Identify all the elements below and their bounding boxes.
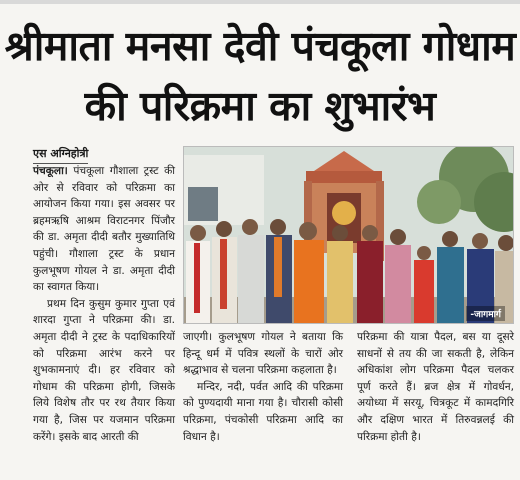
paragraph-5: परिक्रमा की यात्रा पैदल, बस या दूसरे साधनों से तय की जा सकती है, लेकिन अधिकांश लोग परिक्रमा पैदल चलकर पूर्ण करते हैं। ब्रज क्षेत्र में गोवर्धन, अयोध्या में सरयू, चित्रकूट में कामदगिरि और दक्षिण भारत में तिरुवन्नलई की परिक्रमा होती है। <box>357 331 514 443</box>
page-top-strip <box>0 0 520 4</box>
event-photo-illustration <box>184 147 514 324</box>
paragraph-3: जाएगी। कुलभूषण गोयल ने बताया कि हिन्दू धर्म में पवित्र स्थलों के चारों ओर श्रद्धाभाव से चलना परिक्रमा कहलाता है। <box>183 331 343 377</box>
paragraph-4: मन्दिर, नदी, पर्वत आदि की परिक्रमा को पुण्यदायी माना गया है। चौरासी कोसी परिक्रमा, पंचकोसी परिक्रमा आदि का विधान है। <box>183 380 343 443</box>
event-photo <box>183 146 514 324</box>
article-column-1 <box>33 163 175 445</box>
dateline: पंचकूला। <box>33 165 68 177</box>
photo-credit: -जागमार्ग <box>466 306 505 321</box>
paragraph-1 <box>33 163 175 296</box>
headline-line-1: श्रीमाता मनसा देवी पंचकूला गोधाम <box>4 22 516 70</box>
headline-line-2: की परिक्रमा का शुभारंभ <box>84 82 436 130</box>
article-column-2 <box>183 329 343 445</box>
byline: एस अग्निहोत्री <box>33 146 88 164</box>
paragraph-1-text: पंचकूला गौशाला ट्रस्ट की ओर से रविवार को परिक्रमा का आयोजन किया गया। इस अवसर पर ब्रहमऋषि आश्रम विराटनगर पिंजौर की डा. अमृता दीदी बतौर मुख्यातिथि पहुंची। गौशाला ट्रस्ट के प्रधान कुलभूषण गोयल ने डा. अमृता दीदी का स्वागत किया। <box>33 165 175 294</box>
paragraph-2: प्रथम दिन कुसुम कुमार गुप्ता एवं शारदा गुप्ता ने परिक्रमा की। डा. अमृता दीदी ने ट्रस्ट के पदाधिकारियों को परिक्रमा आरंभ करने पर शुभकामनाएं दी। हर रविवार को गोधाम की परिक्रमा होगी, जिसके लिये विशेष तौर पर रथ तैयार किया गया है, जिस पर यजमान परिक्रमा करेंगे। इसके बाद आरती की <box>33 297 175 443</box>
article-column-3 <box>357 329 514 445</box>
